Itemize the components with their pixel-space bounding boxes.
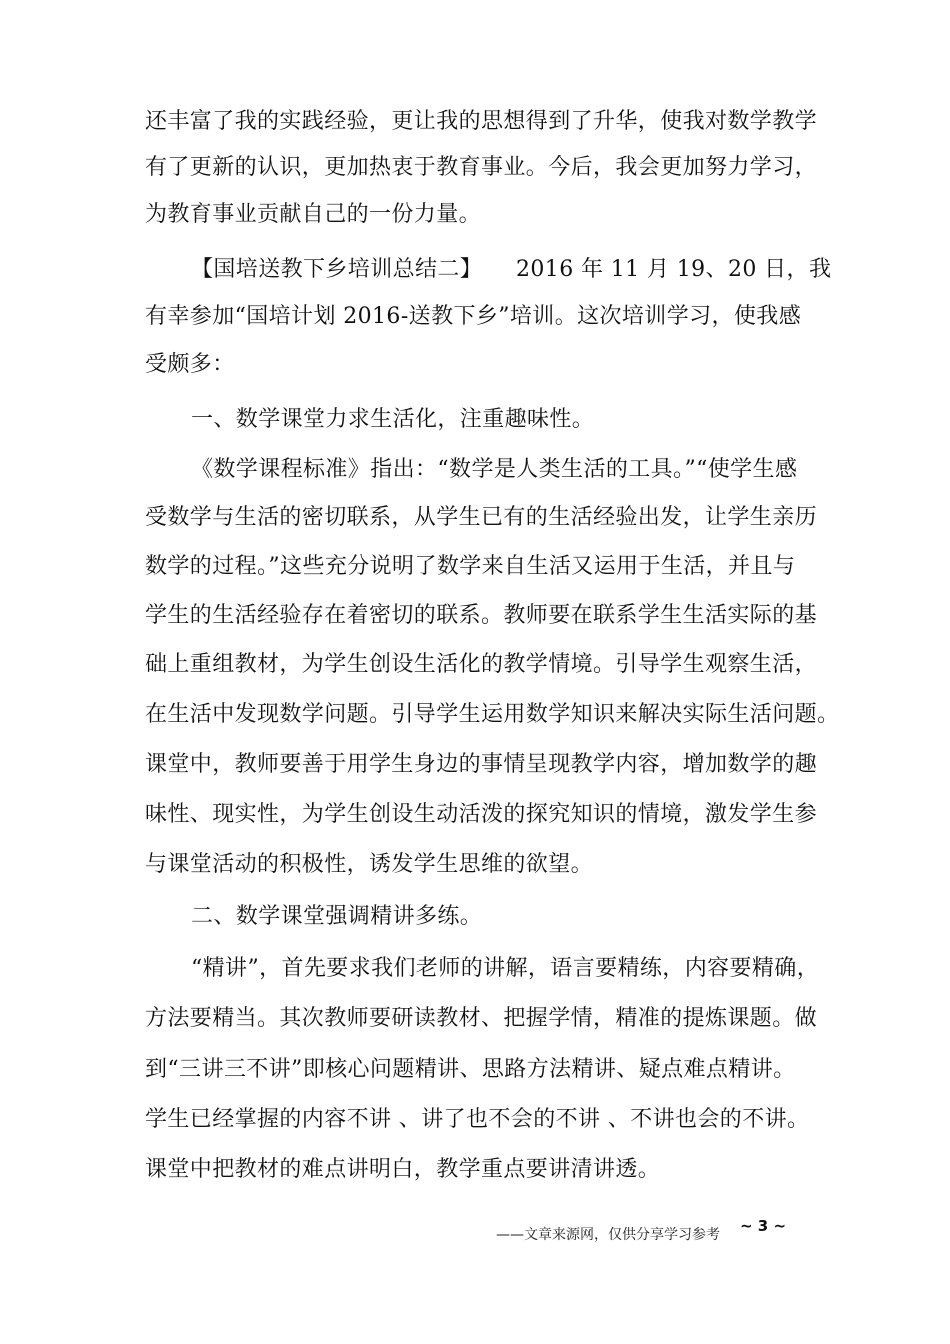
text-line: 方法要精当。其次教师要研读教材、把握学情，精准的提炼课题。做 (145, 1006, 818, 1031)
text-line: 础上重组教材，为学生创设生活化的教学情境。引导学生观察生活， (145, 652, 818, 677)
text-line: 在生活中发现数学问题。引导学生运用数学知识来解决实际生活问题。 (145, 702, 840, 727)
text-line: 《数学课程标准》指出：“数学是人类生活的工具。”“使学生感 (191, 457, 798, 482)
subheading-line: 一、数学课堂力求生活化，注重趣味性。 (191, 407, 595, 432)
subheading-line: 二、数学课堂强调精讲多练。 (191, 904, 483, 929)
text-line: 与课堂活动的积极性，诱发学生思维的欲望。 (145, 852, 594, 877)
text-line: 课堂中把教材的难点讲明白，教学重点要讲清讲透。 (145, 1157, 661, 1182)
text-line: 到“三讲三不讲”即核心问题精讲、思路方法精讲、疑点难点精讲。 (145, 1057, 796, 1082)
footer-source-note: ——文章来源网，仅供分享学习参考 (496, 1227, 720, 1243)
text-line: 有幸参加“国培计划 2016-送教下乡”培训。这次培训学习，使我感 (145, 304, 802, 329)
section-heading-line: 【国培送教下乡培训总结二】 2016 年 11 月 19、20 日，我 (191, 257, 832, 282)
text-line: 味性、现实性，为学生创设生动活泼的探究知识的情境，激发学生参 (145, 802, 818, 827)
text-line: 受颇多： (145, 352, 235, 377)
text-line: 受数学与生活的密切联系，从学生已有的生活经验出发，让学生亲历 (145, 505, 818, 530)
page-number: ~ 3 ~ (740, 1217, 787, 1235)
text-line: 数学的过程。”这些充分说明了数学来自生活又运用于生活，并且与 (145, 554, 796, 579)
text-line: 有了更新的认识，更加热衷于教育事业。今后，我会更加努力学习， (145, 155, 818, 180)
text-line: 还丰富了我的实践经验，更让我的思想得到了升华，使我对数学教学 (145, 109, 818, 134)
text-line: 课堂中，教师要善于用学生身边的事情呈现教学内容，增加数学的趣 (145, 752, 818, 777)
text-line: 为教育事业贡献自己的一份力量。 (145, 202, 482, 227)
text-line: “精讲”，首先要求我们老师的讲解，语言要精练，内容要精确， (191, 956, 820, 981)
text-line: 学生的生活经验存在着密切的联系。教师要在联系学生生活实际的基 (145, 603, 818, 628)
text-line: 学生已经掌握的内容不讲 、讲了也不会的不讲 、不讲也会的不讲。 (145, 1107, 810, 1132)
